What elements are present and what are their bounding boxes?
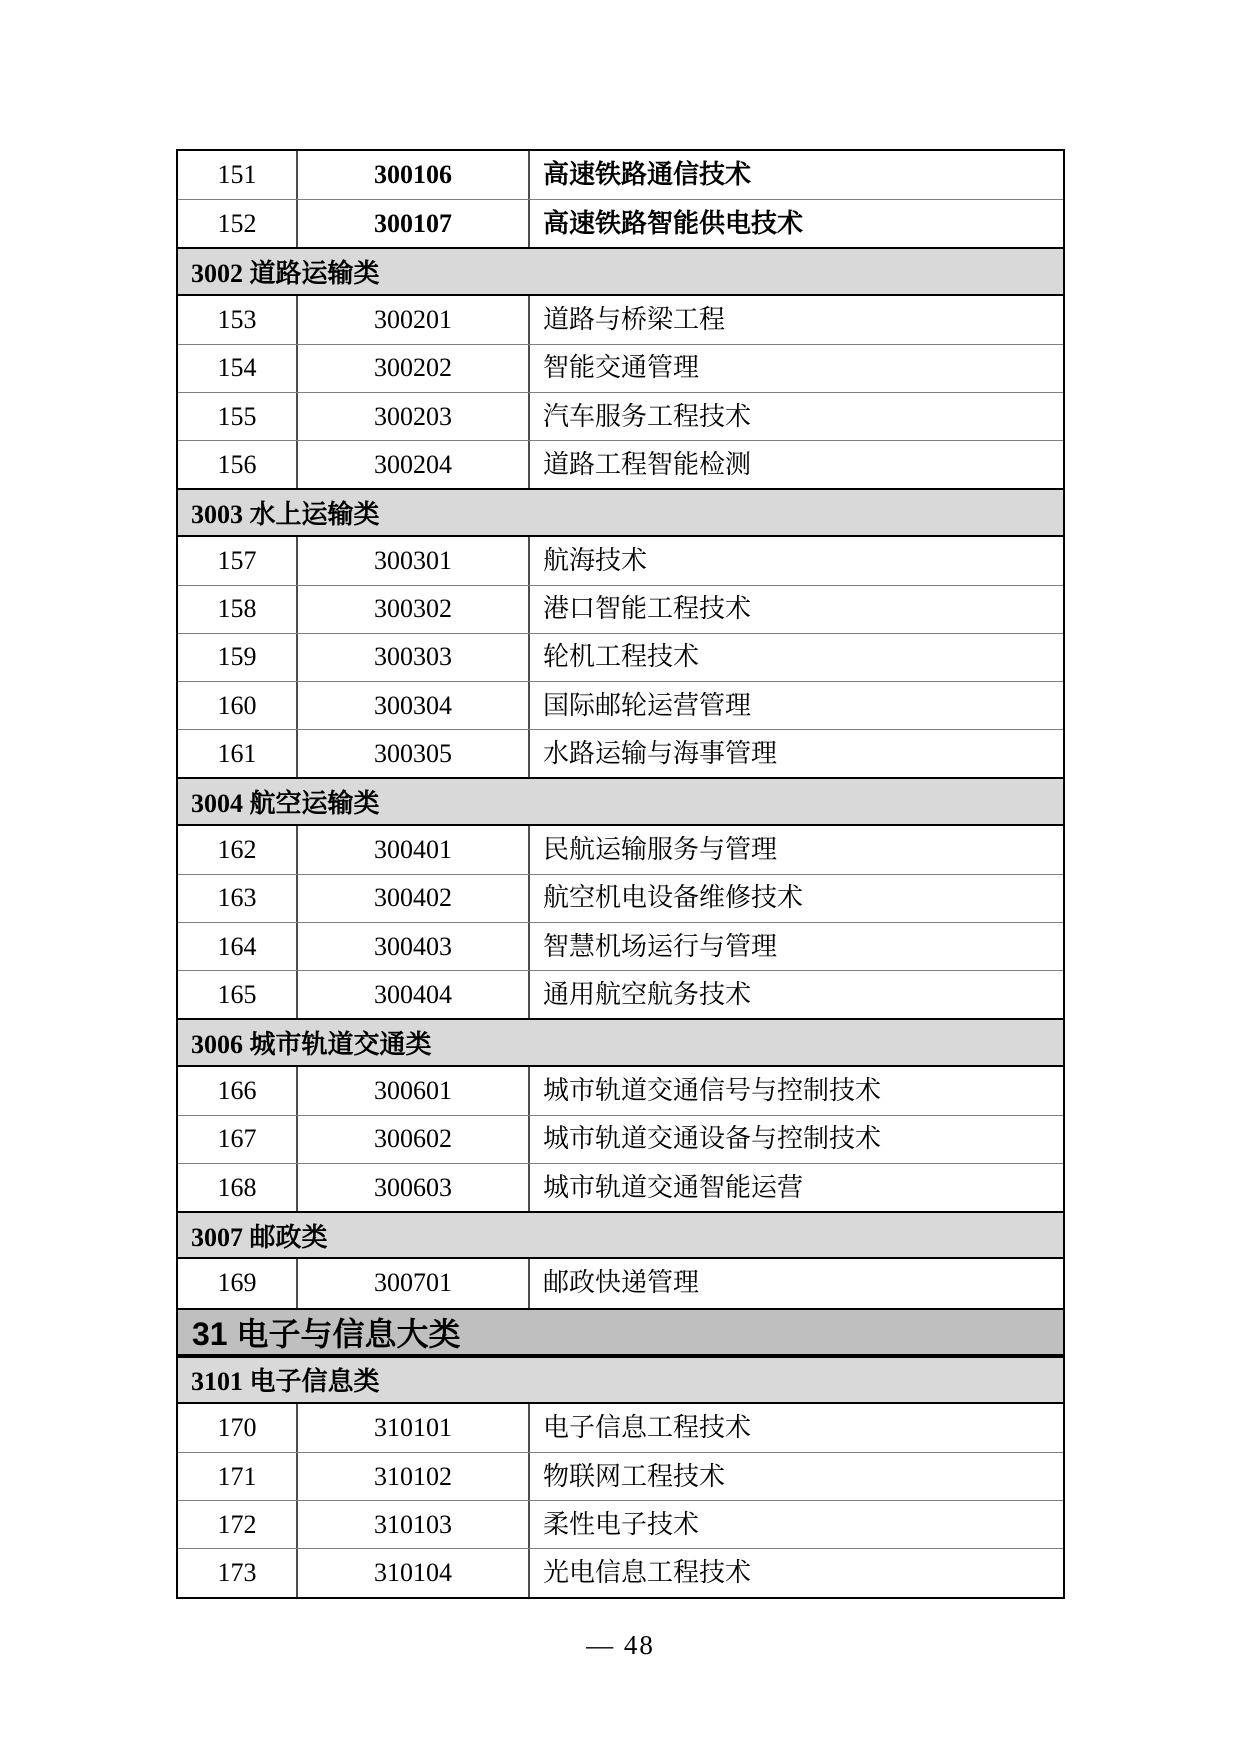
cell-code: 300304	[298, 682, 530, 729]
cell-code: 300601	[298, 1067, 530, 1115]
cell-name: 电子信息工程技术	[543, 1412, 752, 1442]
cell-name: 国际邮轮运营管理	[543, 690, 752, 720]
cell-name: 民航运输服务与管理	[543, 834, 778, 864]
header-label: 3002 道路运输类	[191, 258, 380, 288]
table-row	[178, 296, 1063, 344]
table-row	[178, 874, 1063, 922]
cell-seq: 156	[178, 441, 298, 488]
cell-code: 300204	[298, 441, 530, 488]
table-row	[178, 344, 1063, 392]
cell-name: 高速铁路通信技术	[543, 160, 752, 190]
category-header-row	[178, 1308, 1063, 1356]
cell-name: 通用航空航务技术	[543, 979, 752, 1009]
cell-name: 道路工程智能检测	[543, 449, 752, 479]
table-row	[178, 970, 1063, 1018]
cell-code: 310103	[298, 1501, 530, 1548]
table-row	[178, 1067, 1063, 1115]
cell-code: 300203	[298, 393, 530, 440]
major-table	[176, 149, 1065, 1599]
cell-name: 水路运输与海事管理	[543, 738, 778, 768]
subclass-header-row	[178, 1211, 1063, 1259]
header-label: 3101 电子信息类	[191, 1367, 380, 1397]
cell-seq: 157	[178, 537, 298, 585]
cell-name: 城市轨道交通设备与控制技术	[543, 1124, 882, 1154]
cell-seq: 155	[178, 393, 298, 440]
table-row	[178, 1115, 1063, 1163]
cell-seq: 173	[178, 1549, 298, 1596]
cell-seq: 159	[178, 634, 298, 681]
table-row	[178, 440, 1063, 488]
header-label: 3007 邮政类	[191, 1222, 328, 1252]
subclass-header-row	[178, 488, 1063, 536]
cell-name: 城市轨道交通智能运营	[543, 1172, 804, 1202]
cell-name: 智能交通管理	[543, 353, 700, 383]
table-row	[178, 1500, 1063, 1548]
table-row	[178, 1404, 1063, 1452]
header-label: 3003 水上运输类	[191, 499, 380, 529]
subclass-header-row	[178, 247, 1063, 295]
table-row	[178, 199, 1063, 247]
cell-code: 300301	[298, 537, 530, 585]
cell-code: 300107	[298, 200, 530, 247]
header-label: 31 电子与信息大类	[192, 1315, 461, 1352]
table-row	[178, 922, 1063, 970]
cell-name: 轮机工程技术	[543, 642, 700, 672]
cell-code: 300403	[298, 923, 530, 970]
cell-code: 300603	[298, 1164, 530, 1211]
cell-seq: 170	[178, 1404, 298, 1452]
cell-name: 港口智能工程技术	[543, 594, 752, 624]
cell-seq: 158	[178, 586, 298, 633]
table-row	[178, 826, 1063, 874]
cell-seq: 171	[178, 1453, 298, 1500]
cell-name: 邮政快递管理	[543, 1268, 700, 1298]
table-row	[178, 633, 1063, 681]
cell-code: 310101	[298, 1404, 530, 1452]
cell-code: 310102	[298, 1453, 530, 1500]
table-row	[178, 1259, 1063, 1307]
cell-seq: 163	[178, 875, 298, 922]
cell-name: 城市轨道交通信号与控制技术	[543, 1075, 882, 1105]
cell-seq: 154	[178, 345, 298, 392]
cell-code: 300106	[298, 151, 530, 199]
header-label: 3004 航空运输类	[191, 789, 380, 819]
cell-code: 300602	[298, 1116, 530, 1163]
cell-seq: 160	[178, 682, 298, 729]
cell-seq: 168	[178, 1164, 298, 1211]
cell-seq: 169	[178, 1259, 298, 1307]
cell-code: 300202	[298, 345, 530, 392]
cell-name: 汽车服务工程技术	[543, 401, 752, 431]
table-row	[178, 729, 1063, 777]
cell-seq: 165	[178, 971, 298, 1018]
table-row	[178, 151, 1063, 199]
cell-code: 300303	[298, 634, 530, 681]
cell-seq: 153	[178, 296, 298, 344]
cell-code: 300302	[298, 586, 530, 633]
cell-code: 300305	[298, 730, 530, 777]
cell-seq: 164	[178, 923, 298, 970]
cell-code: 300402	[298, 875, 530, 922]
subclass-header-row	[178, 1018, 1063, 1066]
cell-code: 300404	[298, 971, 530, 1018]
cell-name: 高速铁路智能供电技术	[543, 208, 804, 238]
page-number: — 48	[586, 1630, 655, 1660]
subclass-header-row	[178, 777, 1063, 825]
cell-name: 物联网工程技术	[543, 1461, 726, 1491]
cell-name: 道路与桥梁工程	[543, 304, 726, 334]
cell-code: 310104	[298, 1549, 530, 1596]
cell-seq: 166	[178, 1067, 298, 1115]
cell-seq: 167	[178, 1116, 298, 1163]
cell-name: 柔性电子技术	[543, 1509, 700, 1539]
cell-seq: 161	[178, 730, 298, 777]
subclass-header-row	[178, 1356, 1063, 1404]
cell-seq: 151	[178, 151, 298, 199]
table-row	[178, 1548, 1063, 1596]
cell-name: 光电信息工程技术	[543, 1558, 752, 1588]
table-row	[178, 1163, 1063, 1211]
cell-name: 航海技术	[543, 545, 648, 575]
cell-code: 300201	[298, 296, 530, 344]
table-row	[178, 392, 1063, 440]
cell-seq: 152	[178, 200, 298, 247]
table-row	[178, 681, 1063, 729]
table-row	[178, 1452, 1063, 1500]
cell-code: 300701	[298, 1259, 530, 1307]
cell-name: 智慧机场运行与管理	[543, 931, 778, 961]
cell-seq: 172	[178, 1501, 298, 1548]
table-row	[178, 585, 1063, 633]
cell-name: 航空机电设备维修技术	[543, 883, 804, 913]
cell-code: 300401	[298, 826, 530, 874]
header-label: 3006 城市轨道交通类	[191, 1029, 432, 1059]
table-row	[178, 537, 1063, 585]
cell-seq: 162	[178, 826, 298, 874]
